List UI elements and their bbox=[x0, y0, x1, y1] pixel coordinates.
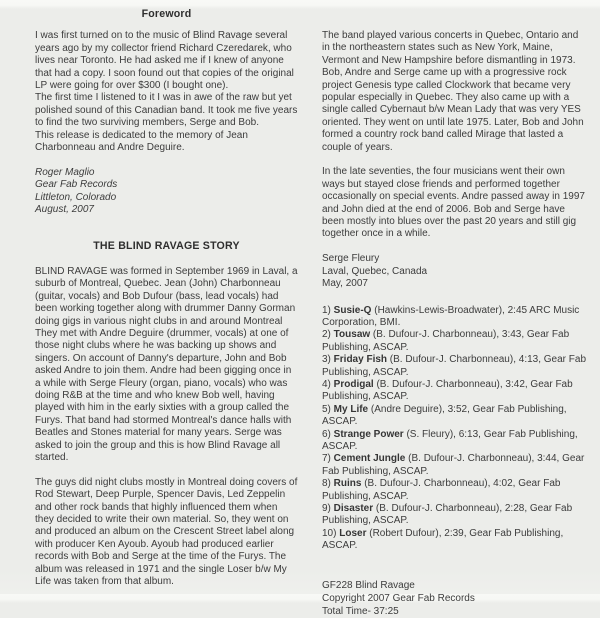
track-credits: (B. Dufour-J. Charbonneau), 3:43, Gear Fab Publishing, ASCAP. bbox=[322, 329, 570, 353]
foreword-heading: Foreword bbox=[141, 8, 192, 20]
story-paragraph-2: The guys did night clubs mostly in Montreal doing covers of Rod Stewart, Deep Purple, Spencer Davis, Led Zeppelin and other rock bands that highly influenced them when they decided to write their own material. So, they went on and produced an album on the Crescent Street label along with producer Ken Ayoub. Ayoub had produced earlier records with Bob and Serge at the time of the Furys. The album was released in 1971 and the single Loser b/w My Life was taken from that album. bbox=[35, 476, 298, 588]
track-title: Strange Power bbox=[333, 428, 404, 440]
track-title: My Life bbox=[333, 403, 369, 415]
track-item-10 bbox=[322, 528, 588, 553]
track-item-5 bbox=[322, 404, 588, 429]
history-paragraph-1: The band played various concerts in Quebec, Ontario and in the northeastern states such as New York, Maine, Vermont and New Hampshire before dismantling in 1973. Bob, Andre and Serge came up with a progressive rock project Genesis type called Clockwork that became very popular especially in Quebec. They also came up with a single called Cybernaut b/w Mean Lady that was very YES oriented. They went on until late 1975. Later, Bob and John formed a country rock band called Mirage that lasted a couple of years. bbox=[322, 30, 584, 153]
author-signoff-fleury bbox=[322, 253, 588, 290]
track-title: Disaster bbox=[333, 503, 374, 514]
track-title: Prodigal bbox=[333, 378, 374, 390]
left-column bbox=[35, 8, 298, 594]
author-signoff-maglio bbox=[35, 167, 298, 217]
track-credits: (B. Dufour-J. Charbonneau), 3:42, Gear Fab Publishing, ASCAP. bbox=[322, 378, 573, 403]
track-item-2 bbox=[322, 329, 588, 354]
signoff-location: Littleton, Colorado bbox=[35, 191, 117, 203]
track-title: Ruins bbox=[333, 478, 362, 490]
track-title: Susie-Q bbox=[333, 304, 372, 316]
track-credits: (Robert Dufour), 2:39, Gear Fab Publishing, ASCAP. bbox=[322, 527, 564, 552]
track-item-8 bbox=[322, 478, 588, 503]
story-paragraph-1: BLIND RAVAGE was formed in September 1969 in Laval, a suburb of Montreal, Quebec. Jean (John) Charbonneau (guitar, vocals) and Bob Dufour (bass, lead vocals) had been working together along with drummer Danny Gorman doing gigs in various night clubs in and around Montreal They met with Andre Deguire (drummer, vocals) at one of those night clubs where he was backing up shows and singers. On account of Danny's departure, John and Bob asked Andre to join them. Andre had been gigging once in a while with Serge Fleury (organ, piano, vocals) who was doing R&B at the time and who knew Bob well, having played with him in the early sixties with a group called the Furys. That band had stormed Montreal's dance halls with Beatles and Stones material for many years. Serge was asked to join the group and this is how Blind Ravage all started. bbox=[35, 265, 298, 463]
signoff-name: Serge Fleury bbox=[322, 253, 380, 265]
catalog-number-line: GF228 Blind Ravage bbox=[322, 579, 415, 591]
total-time-line: Total Time- 37:25 bbox=[322, 605, 399, 617]
track-number: 4) bbox=[322, 378, 334, 390]
history-paragraph-2: In the late seventies, the four musicians went their own ways but stayed close friends and performed together occasionally on special events. Andre passed away in 1997 and John died at the end of 2006. Bob and Serge have been mostly into blues over the past 20 years and still gig together once in a while. bbox=[322, 166, 585, 240]
track-title: Cement Jungle bbox=[333, 453, 406, 465]
story-heading: THE BLIND RAVAGE STORY bbox=[93, 240, 240, 253]
copyright-line: Copyright 2007 Gear Fab Records bbox=[322, 592, 475, 604]
signoff-location: Laval, Quebec, Canada bbox=[322, 265, 428, 277]
track-credits: (B. Dufour-J. Charbonneau), 3:44, Gear Fab Publishing, ASCAP. bbox=[322, 453, 585, 477]
track-credits: (B. Dufour-J. Charbonneau), 4:02, Gear Fab Publishing, ASCAP. bbox=[322, 478, 561, 502]
track-number: 3) bbox=[322, 354, 334, 366]
track-credits: (Hawkins-Lewis-Broadwater), 2:45 ARC Music Corporation, BMI. bbox=[322, 304, 580, 328]
track-number: 1) bbox=[322, 304, 334, 316]
track-item-1 bbox=[322, 305, 588, 330]
track-item-4 bbox=[322, 379, 588, 404]
track-number: 5) bbox=[322, 403, 334, 415]
signoff-label: Gear Fab Records bbox=[35, 179, 118, 191]
track-title: Tousaw bbox=[333, 329, 371, 341]
track-list bbox=[322, 305, 588, 553]
release-info-footer bbox=[322, 579, 588, 618]
track-item-3 bbox=[322, 354, 588, 379]
signoff-date: August, 2007 bbox=[35, 204, 94, 216]
track-item-6 bbox=[322, 429, 588, 454]
track-number: 6) bbox=[322, 428, 334, 440]
track-number: 8) bbox=[322, 478, 334, 490]
signoff-name: Roger Maglio bbox=[35, 166, 95, 178]
foreword-paragraph-1: I was first turned on to the music of Blind Ravage several years ago by my collector friend Richard Czeredarek, who lives near Toronto. He had asked me if I knew of anyone that had a copy. I soon found out that copies of the original LP were going for over $300 (I bought one). bbox=[35, 30, 294, 92]
track-title: Loser bbox=[339, 527, 367, 539]
signoff-date: May, 2007 bbox=[322, 278, 368, 290]
track-credits: (Andre Deguire), 3:52, Gear Fab Publishing, ASCAP. bbox=[322, 403, 567, 428]
foreword-paragraph-2: The first time I listened to it I was in awe of the raw but yet polished sound of this Canadian band. It took me five years to find the two surviving members, Serge and Bob. bbox=[35, 92, 298, 129]
track-item-9 bbox=[322, 503, 588, 528]
track-credits: (B. Dufour-J. Charbonneau), 4:13, Gear Fab Publishing, ASCAP. bbox=[322, 354, 587, 378]
track-number: 2) bbox=[322, 329, 334, 341]
foreword-paragraph-3: This release is dedicated to the memory of Jean Charbonneau and Andre Deguire. bbox=[35, 129, 248, 154]
track-title: Friday Fish bbox=[333, 354, 388, 366]
track-credits: (B. Dufour-J. Charbonneau), 2:28, Gear Fab Publishing, ASCAP. bbox=[322, 503, 573, 527]
right-column bbox=[322, 8, 588, 617]
track-item-7 bbox=[322, 453, 588, 478]
track-number: 10) bbox=[322, 527, 340, 539]
track-number: 7) bbox=[322, 453, 334, 465]
track-credits: (S. Fleury), 6:13, Gear Fab Publishing, ASCAP. bbox=[322, 428, 578, 452]
track-number: 9) bbox=[322, 503, 334, 514]
